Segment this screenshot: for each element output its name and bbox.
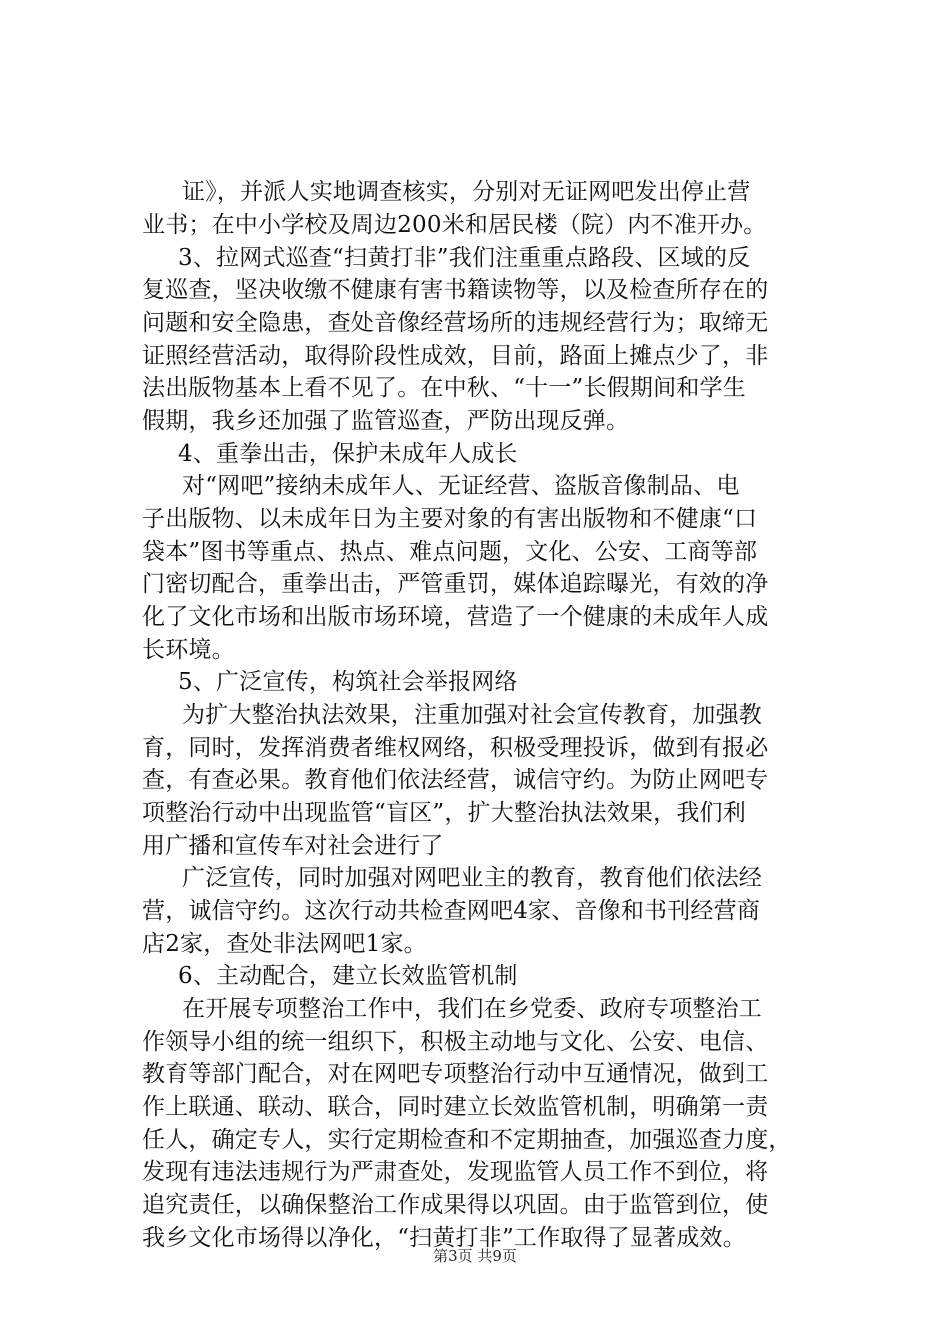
body-line: 为扩大整治执法效果，注重加强对社会宣传教育，加强教 <box>182 702 762 728</box>
body-line: 用广播和宣传车对社会进行了 <box>142 833 444 859</box>
body-line: 发现有违法违规行为严肃查处，发现监管人员工作不到位，将 <box>142 1159 769 1185</box>
body-line: 业书；在中小学校及周边200米和居民楼（院）内不准开办。 <box>142 212 767 238</box>
body-line: 查，有查必果。教育他们依法经营，诚信守约。为防止网吧专 <box>142 767 769 793</box>
body-line: 长环境。 <box>142 637 235 663</box>
body-line: 教育等部门配合，对在网吧专项整治行动中互通情况，做到工 <box>142 1061 769 1087</box>
section-heading: 3、拉网式巡查“扫黄打非”我们注重重点路段、区域的反 <box>178 245 751 271</box>
section-heading: 5、广泛宣传，构筑社会举报网络 <box>178 669 518 695</box>
body-line: 作上联通、联动、联合，同时建立长效监管机制，明确第一责 <box>142 1094 769 1120</box>
page-number-footer: 第3页 共9页 <box>433 1247 517 1265</box>
body-line: 子出版物、以未成年日为主要对象的有害出版物和不健康“口 <box>142 506 758 532</box>
body-line: 对“网吧”接纳未成年人、无证经营、盗版音像制品、电 <box>182 473 740 499</box>
body-line: 项整治行动中出现监管“盲区”，扩大整治执法效果，我们利 <box>142 800 746 826</box>
body-line: 我乡文化市场得以净化，“扫黄打非”工作取得了显著成效。 <box>142 1225 746 1251</box>
body-line: 门密切配合，重拳出击，严管重罚，媒体追踪曝光，有效的净 <box>142 571 769 597</box>
body-line: 育，同时，发挥消费者维权网络，积极受理投诉，做到有报必 <box>142 735 769 761</box>
body-line: 化了文化市场和出版市场环境，营造了一个健康的未成年人成 <box>142 604 769 630</box>
body-line: 问题和安全隐患，查处音像经营场所的违规经营行为；取缔无 <box>142 310 769 336</box>
body-line: 营，诚信守约。这次行动共检查网吧4家、音像和书刊经营商 <box>142 898 761 924</box>
body-line: 证》，并派人实地调查核实，分别对无证网吧发出停止营 <box>182 179 751 205</box>
body-line: 在开展专项整治工作中，我们在乡党委、政府专项整治工 <box>182 996 762 1022</box>
body-line: 追究责任，以确保整治工作成果得以巩固。由于监管到位，使 <box>142 1192 769 1218</box>
body-line: 假期，我乡还加强了监管巡查，严防出现反弹。 <box>142 408 630 434</box>
section-heading: 6、主动配合，建立长效监管机制 <box>178 963 518 989</box>
section-heading: 4、重拳出击，保护未成年人成长 <box>178 441 518 467</box>
body-line: 店2家，查处非法网吧1家。 <box>142 931 427 957</box>
body-line: 法出版物基本上看不见了。在中秋、“十一”长假期间和学生 <box>142 375 746 401</box>
body-line: 证照经营活动，取得阶段性成效，目前，路面上摊点少了，非 <box>142 343 769 369</box>
body-line: 复巡查，坚决收缴不健康有害书籍读物等，以及检查所存在的 <box>142 277 769 303</box>
body-line: 广泛宣传，同时加强对网吧业主的教育，教育他们依法经 <box>182 865 762 891</box>
body-line: 任人，确定专人，实行定期检查和不定期抽查，加强巡查力度， <box>142 1127 792 1153</box>
body-line: 袋本”图书等重点、热点、难点问题，文化、公安、工商等部 <box>142 539 758 565</box>
body-line: 作领导小组的统一组织下，积极主动地与文化、公安、电信、 <box>142 1029 769 1055</box>
